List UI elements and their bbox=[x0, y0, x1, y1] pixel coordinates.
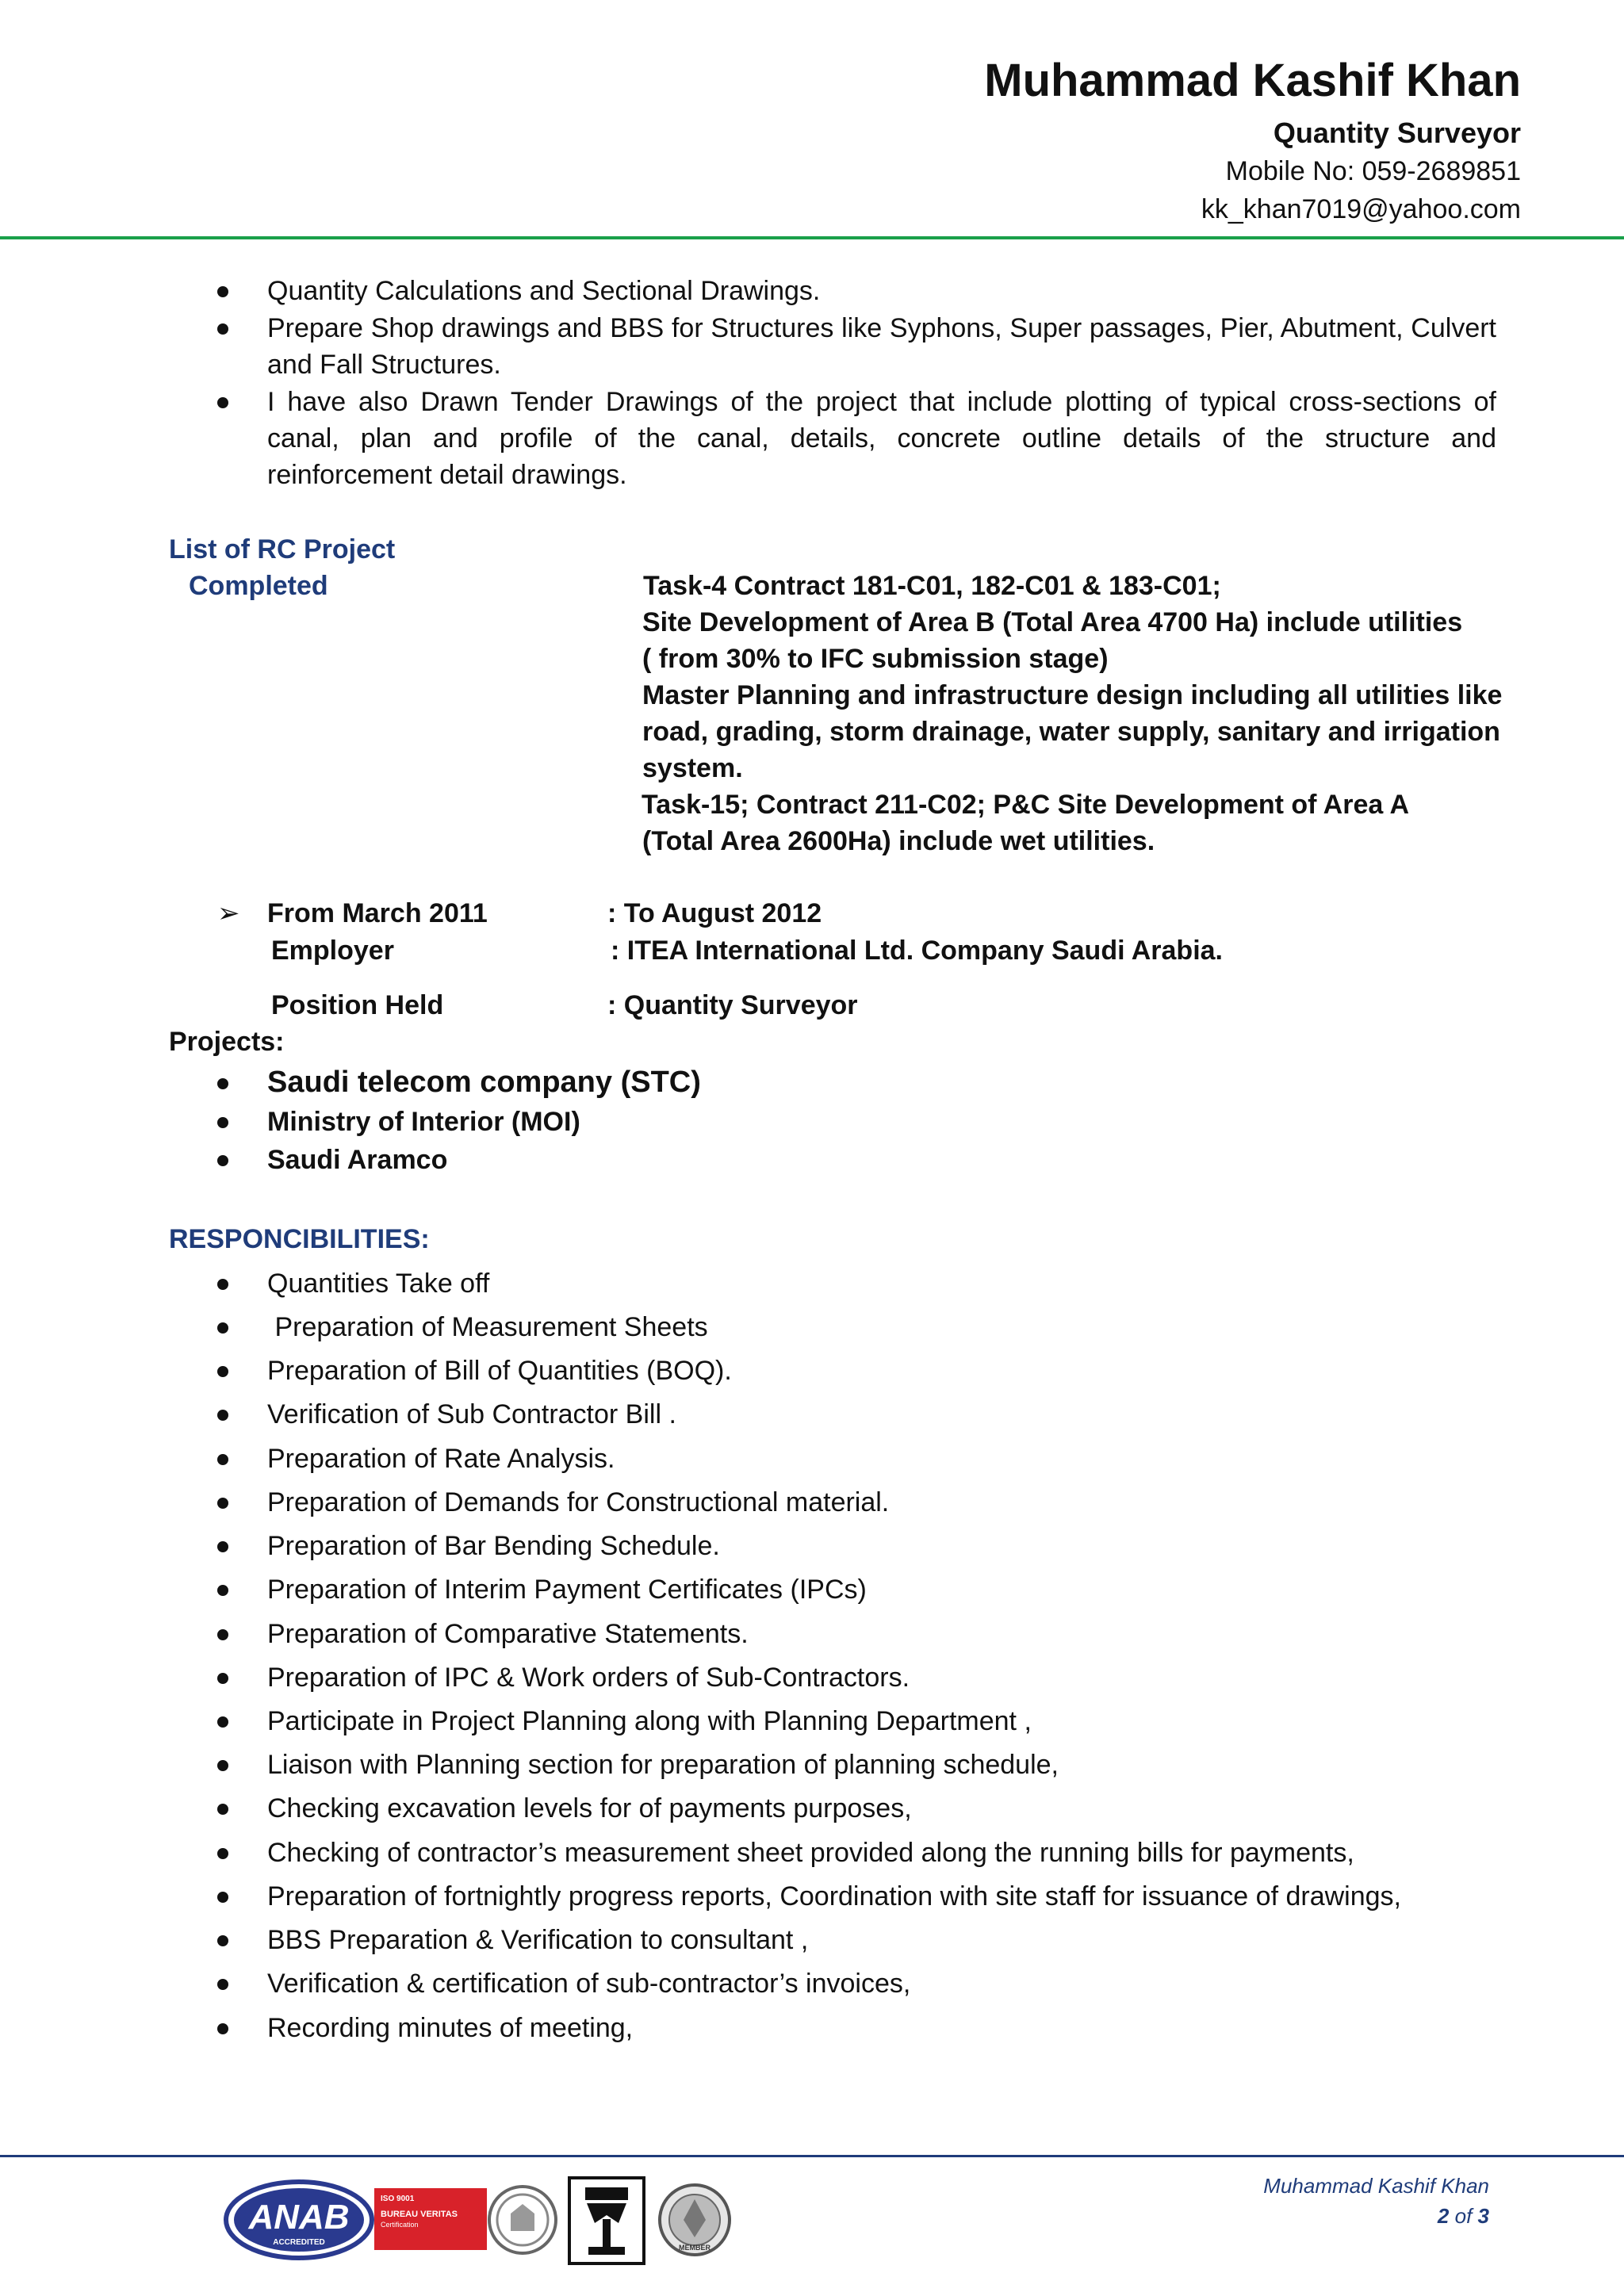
rc-projects-label: List of RC Project bbox=[169, 534, 396, 564]
page-of: of bbox=[1454, 2204, 1473, 2228]
list-item: Quantity Calculations and Sectional Drawings. bbox=[267, 276, 821, 306]
bullet-icon bbox=[217, 1279, 228, 1290]
employment-from: From March 2011 bbox=[267, 898, 488, 928]
projects-heading: Projects: bbox=[169, 1027, 285, 1057]
footer-info bbox=[1263, 2171, 1489, 2231]
list-item: Prepare Shop drawings and BBS for Structures like Syphons, Super passages, Pier, Abutment, Culvert bbox=[267, 313, 1496, 343]
bullet-icon bbox=[217, 1935, 228, 1946]
responsibility-item: Preparation of Measurement Sheets bbox=[267, 1312, 708, 1342]
bureau-veritas-logo bbox=[374, 2188, 487, 2250]
bullet-icon bbox=[217, 1585, 228, 1596]
bv-cert-text: Certification bbox=[381, 2221, 419, 2229]
stamp-figure-icon bbox=[571, 2179, 642, 2262]
position-label: Position Held bbox=[271, 990, 444, 1020]
responsibility-item: Participate in Project Planning along with Planning Department , bbox=[267, 1706, 1032, 1736]
rc-project-line: Task-4 Contract 181-C01, 182-C01 & 183-C01; bbox=[643, 571, 1221, 601]
rc-project-line: Site Development of Area B (Total Area 4700 Ha) include utilities bbox=[642, 607, 1463, 637]
rc-projects-label-line2: Completed bbox=[189, 571, 328, 601]
employer-value: : ITEA International Ltd. Company Saudi Arabia. bbox=[611, 936, 1223, 966]
mobile-number: Mobile No: 059-2689851 bbox=[1225, 156, 1521, 186]
responsibility-item: Preparation of IPC & Work orders of Sub-Contractors. bbox=[267, 1663, 910, 1693]
responsibility-item: Checking of contractor’s measurement sheet provided along the running bills for payments, bbox=[267, 1838, 1354, 1868]
list-item-continuation: and Fall Structures. bbox=[267, 350, 501, 380]
responsibility-item: Liaison with Planning section for preparation of planning schedule, bbox=[267, 1750, 1059, 1780]
stamp-logo bbox=[568, 2176, 645, 2265]
responsibility-item: Checking excavation levels for of payments purposes, bbox=[267, 1793, 912, 1823]
bullet-icon bbox=[217, 1848, 228, 1859]
page-current: 2 bbox=[1437, 2204, 1450, 2228]
rc-project-line: Task-15; Contract 211-C02; P&C Site Development of Area A bbox=[642, 790, 1410, 820]
bullet-icon bbox=[217, 1117, 228, 1128]
footer-divider bbox=[0, 2155, 1624, 2157]
candidate-title: Quantity Surveyor bbox=[1273, 117, 1521, 149]
usgbc-seal-icon bbox=[647, 2182, 742, 2258]
page-number bbox=[1263, 2201, 1489, 2231]
bullet-icon bbox=[217, 1541, 228, 1552]
bv-seal-icon bbox=[487, 2182, 558, 2258]
list-item-continuation: reinforcement detail drawings. bbox=[267, 460, 627, 490]
rc-project-line: system. bbox=[642, 753, 743, 783]
bullet-icon bbox=[217, 1760, 228, 1771]
email-address: kk_khan7019@yahoo.com bbox=[1201, 194, 1521, 224]
position-value: : Quantity Surveyor bbox=[607, 990, 858, 1020]
bullet-icon bbox=[217, 1979, 228, 1990]
bullet-icon bbox=[217, 286, 228, 297]
responsibility-item: Preparation of Comparative Statements. bbox=[267, 1619, 749, 1649]
responsibility-item: BBS Preparation & Verification to consultant , bbox=[267, 1925, 809, 1955]
bullet-icon bbox=[217, 1454, 228, 1465]
project-item: Saudi telecom company (STC) bbox=[267, 1066, 701, 1099]
bullet-icon bbox=[217, 1629, 228, 1640]
bullet-icon bbox=[217, 1498, 228, 1509]
responsibility-item: Preparation of Demands for Constructional material. bbox=[267, 1487, 890, 1517]
responsibility-item: Quantities Take off bbox=[267, 1269, 490, 1299]
bullet-icon bbox=[217, 397, 228, 408]
bullet-icon bbox=[217, 1804, 228, 1815]
candidate-name: Muhammad Kashif Khan bbox=[984, 55, 1521, 106]
rc-project-line: road, grading, storm drainage, water supply, sanitary and irrigation bbox=[642, 717, 1500, 747]
responsibility-item: Verification & certification of sub-contractor’s invoices, bbox=[267, 1969, 911, 1999]
responsibility-item: Preparation of Bar Bending Schedule. bbox=[267, 1531, 720, 1561]
responsibility-item: Recording minutes of meeting, bbox=[267, 2013, 634, 2043]
list-item-continuation: canal, plan and profile of the canal, details, concrete outline details of the structure and bbox=[267, 423, 1496, 453]
project-item: Ministry of Interior (MOI) bbox=[267, 1107, 580, 1137]
footer-name: Muhammad Kashif Khan bbox=[1263, 2174, 1489, 2198]
bullet-icon bbox=[217, 1673, 228, 1684]
arrow-bullet-icon: ➢ bbox=[217, 898, 240, 928]
employment-to: : To August 2012 bbox=[607, 898, 822, 928]
bullet-icon bbox=[217, 1410, 228, 1421]
usgbc-member-text: MEMBER bbox=[679, 2244, 710, 2252]
header-divider bbox=[0, 236, 1624, 239]
bv-name-text: BUREAU VERITAS bbox=[381, 2210, 458, 2219]
bullet-icon bbox=[217, 323, 228, 335]
bullet-icon bbox=[217, 1078, 228, 1089]
bullet-icon bbox=[217, 2023, 228, 2034]
usgbc-member-logo bbox=[647, 2182, 742, 2258]
employer-label: Employer bbox=[271, 936, 394, 966]
list-item: I have also Drawn Tender Drawings of the project that include plotting of typical cross-sections of bbox=[267, 387, 1496, 417]
responsibility-item: Verification of Sub Contractor Bill . bbox=[267, 1399, 676, 1429]
responsibilities-heading: RESPONCIBILITIES: bbox=[169, 1224, 430, 1254]
anab-subtext: ACCREDITED bbox=[273, 2238, 325, 2247]
rc-project-line: Master Planning and infrastructure design including all utilities like bbox=[642, 680, 1503, 710]
bullet-icon bbox=[217, 1892, 228, 1903]
anab-logo bbox=[224, 2176, 374, 2263]
responsibility-item: Preparation of Interim Payment Certificates (IPCs) bbox=[267, 1575, 867, 1605]
project-item: Saudi Aramco bbox=[267, 1145, 448, 1175]
responsibility-item: Preparation of Bill of Quantities (BOQ). bbox=[267, 1356, 732, 1386]
responsibility-item: Preparation of fortnightly progress reports, Coordination with site staff for issuance of drawings, bbox=[267, 1881, 1401, 1911]
resume-header bbox=[984, 48, 1521, 228]
bv-seal-logo bbox=[487, 2182, 558, 2258]
page-total: 3 bbox=[1477, 2204, 1489, 2228]
rc-project-line: ( from 30% to IFC submission stage) bbox=[642, 644, 1109, 674]
rc-project-line: (Total Area 2600Ha) include wet utilities. bbox=[642, 826, 1155, 856]
bullet-icon bbox=[217, 1155, 228, 1166]
bullet-icon bbox=[217, 1366, 228, 1377]
bullet-icon bbox=[217, 1716, 228, 1728]
anab-logo-icon bbox=[224, 2176, 374, 2263]
bv-iso-text: ISO 9001 bbox=[381, 2195, 415, 2203]
bullet-icon bbox=[217, 1322, 228, 1334]
anab-text: ANAB bbox=[248, 2198, 350, 2237]
responsibility-item: Preparation of Rate Analysis. bbox=[267, 1444, 615, 1474]
